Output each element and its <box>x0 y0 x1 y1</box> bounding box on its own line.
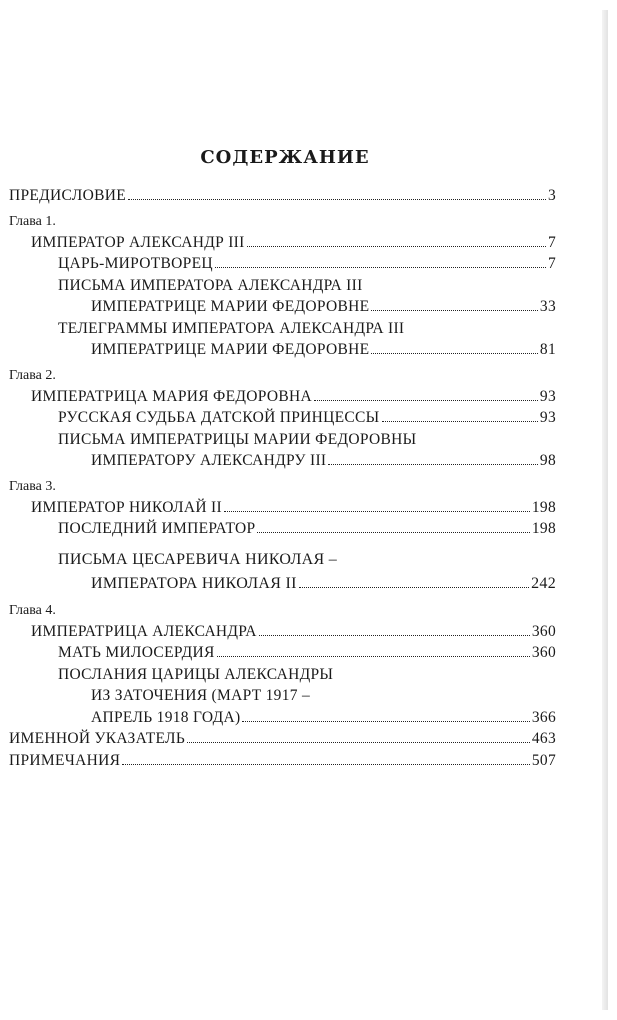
toc-entry-subsection[interactable] <box>9 407 556 429</box>
toc-label-line[interactable]: ПИСЬМА ЦЕСАРЕВИЧА НИКОЛАЯ – <box>58 550 338 568</box>
dot-leader <box>215 267 546 268</box>
dot-leader <box>382 421 538 422</box>
toc-page-number: 366 <box>531 708 556 726</box>
page-edge <box>602 10 608 1010</box>
toc-label: ИМПЕРАТРИЦЕ МАРИИ ФЕДОРОВНЕ <box>91 298 370 315</box>
toc-label: ИМПЕРАТРИЦА МАРИЯ ФЕДОРОВНА <box>31 387 312 405</box>
toc-entry-chapter-3[interactable] <box>9 497 556 519</box>
toc-page-number: 93 <box>539 409 556 426</box>
dot-leader <box>122 764 530 765</box>
dot-leader <box>257 532 529 533</box>
toc-entry-subsection[interactable] <box>9 518 556 540</box>
dot-leader <box>247 246 546 247</box>
dot-leader <box>187 742 530 743</box>
toc-label: ПРЕДИСЛОВИЕ <box>9 187 127 204</box>
toc-page-number: 7 <box>547 255 556 272</box>
toc-entry-subsection[interactable] <box>9 339 556 361</box>
toc-label-line[interactable]: ПИСЬМА ИМПЕРАТРИЦЫ МАРИИ ФЕДОРОВНЫ <box>58 430 417 448</box>
dot-leader <box>371 353 538 354</box>
toc-page-number: 7 <box>547 233 556 251</box>
toc-entry-chapter-1[interactable] <box>9 232 556 254</box>
toc-page-number: 198 <box>531 498 556 516</box>
dot-leader <box>128 199 546 200</box>
toc-page-number: 242 <box>531 574 556 592</box>
toc-label: АПРЕЛЬ 1918 ГОДА) <box>91 708 241 726</box>
toc-page-number: 81 <box>539 341 556 358</box>
toc-page-number: 507 <box>531 751 556 769</box>
chapter-heading: Глава 1. <box>9 213 56 229</box>
toc-entry-notes[interactable] <box>9 750 556 772</box>
toc-page-number: 98 <box>539 452 556 469</box>
toc-page-number: 33 <box>539 298 556 315</box>
toc-page-number: 360 <box>531 622 556 640</box>
chapter-heading: Глава 4. <box>9 602 56 618</box>
toc-page-number: 93 <box>539 387 556 405</box>
toc-label: ЦАРЬ-МИРОТВОРЕЦ <box>58 255 213 272</box>
toc-label: ИМПЕРАТОР АЛЕКСАНДР III <box>31 233 245 251</box>
dot-leader <box>242 721 529 722</box>
toc-label: ИМПЕРАТРИЦЕ МАРИИ ФЕДОРОВНЕ <box>91 341 370 358</box>
toc-entry-subsection[interactable] <box>9 253 556 275</box>
toc-page-number: 360 <box>531 644 556 661</box>
dot-leader <box>371 310 538 311</box>
toc-label-line[interactable]: ПОСЛАНИЯ ЦАРИЦЫ АЛЕКСАНДРЫ <box>58 665 334 683</box>
toc-entry-subsection[interactable] <box>9 572 556 596</box>
dot-leader <box>299 587 529 588</box>
toc-entry-subsection[interactable] <box>9 707 556 729</box>
toc-label: ИМЕННОЙ УКАЗАТЕЛЬ <box>9 730 186 747</box>
toc-entry-subsection[interactable] <box>9 642 556 664</box>
toc-entry-preface[interactable] <box>9 185 556 207</box>
toc-label-line[interactable]: ТЕЛЕГРАММЫ ИМПЕРАТОРА АЛЕКСАНДРА III <box>58 319 405 337</box>
toc-page-number: 198 <box>531 520 556 537</box>
toc-label: ПОСЛЕДНИЙ ИМПЕРАТОР <box>58 520 256 537</box>
toc-label: ИМПЕРАТРИЦА АЛЕКСАНДРА <box>31 622 257 640</box>
table-of-contents <box>9 185 556 771</box>
toc-label: ИМПЕРАТОРА НИКОЛАЯ II <box>91 574 297 592</box>
toc-label: МАТЬ МИЛОСЕРДИЯ <box>58 644 215 661</box>
toc-entry-subsection[interactable] <box>9 296 556 318</box>
toc-page-number: 463 <box>531 730 556 747</box>
toc-label: РУССКАЯ СУДЬБА ДАТСКОЙ ПРИНЦЕССЫ <box>58 409 380 426</box>
chapter-heading: Глава 2. <box>9 367 56 383</box>
dot-leader <box>224 511 530 512</box>
toc-label-line[interactable]: ИЗ ЗАТОЧЕНИЯ (МАРТ 1917 – <box>91 687 311 704</box>
toc-entry-index[interactable] <box>9 728 556 750</box>
toc-label: ИМПЕРАТОРУ АЛЕКСАНДРУ III <box>91 452 327 469</box>
toc-label: ПРИМЕЧАНИЯ <box>9 751 121 769</box>
dot-leader <box>314 400 538 401</box>
toc-page-number: 3 <box>547 187 556 204</box>
dot-leader <box>217 656 530 657</box>
page-title: содержание <box>200 140 370 169</box>
chapter-heading: Глава 3. <box>9 478 56 494</box>
toc-entry-chapter-2[interactable] <box>9 386 556 408</box>
dot-leader <box>259 635 530 636</box>
toc-label: ИМПЕРАТОР НИКОЛАЙ II <box>31 498 222 516</box>
toc-label-line[interactable]: ПИСЬМА ИМПЕРАТОРА АЛЕКСАНДРА III <box>58 276 363 294</box>
dot-leader <box>328 464 538 465</box>
toc-entry-chapter-4[interactable] <box>9 621 556 643</box>
toc-entry-subsection[interactable] <box>9 450 556 472</box>
